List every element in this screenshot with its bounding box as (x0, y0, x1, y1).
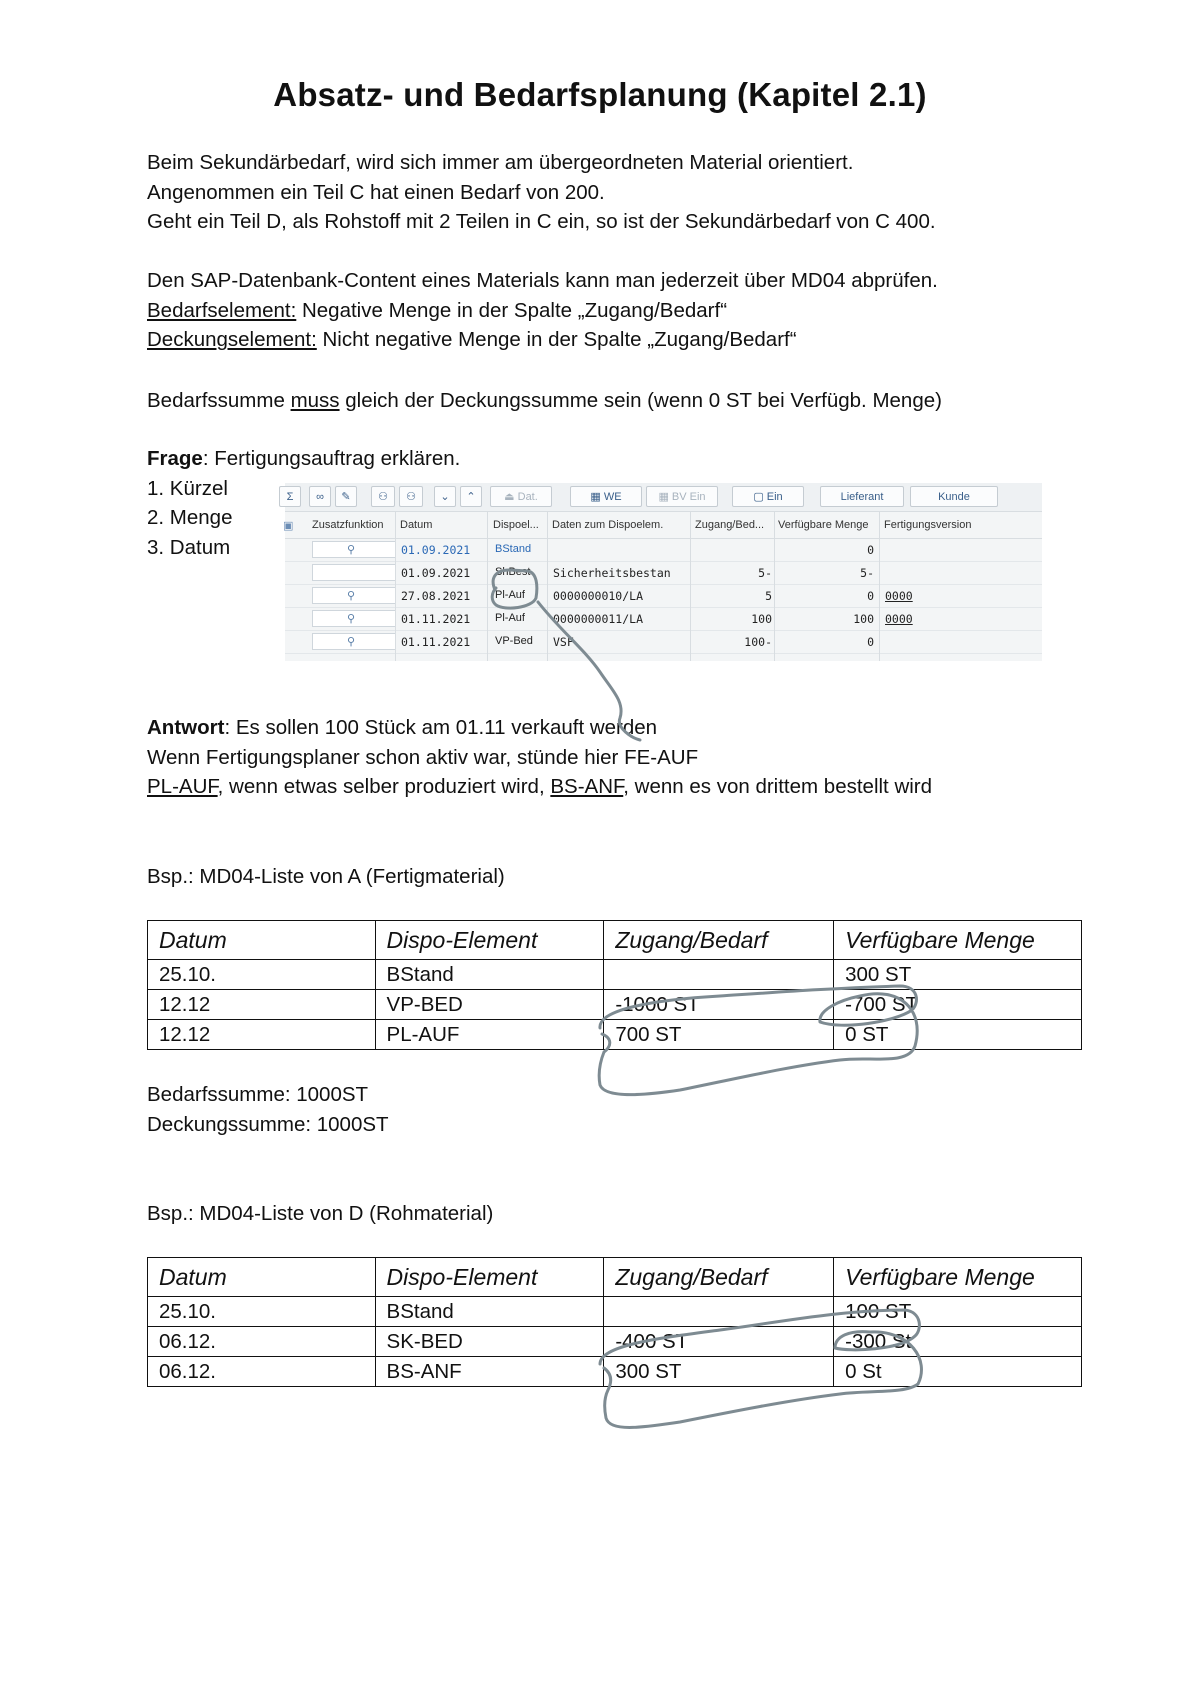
bedarfssumme: Bedarfssumme: 1000ST (147, 1083, 369, 1106)
example-a-caption (147, 862, 505, 892)
table-row (148, 960, 1082, 990)
pl-auf-term: PL-AUF (147, 775, 218, 799)
sap-zugang: 100 (751, 612, 772, 626)
sap-daten: VSF (553, 635, 574, 649)
rule-post: gleich der Deckungssumme sein (wenn 0 ST bei Verfügb. Menge) (339, 389, 942, 412)
table-header-row (148, 1258, 1082, 1297)
glasses-icon[interactable]: ∞ (309, 486, 331, 507)
cell-datum: 06.12. (148, 1327, 376, 1357)
cell-datum: 25.10. (148, 1297, 376, 1327)
rule-pre: Bedarfssumme (147, 389, 291, 412)
cell-verfuegbare-menge: 0 ST (834, 1020, 1082, 1050)
cell-zugang-bedarf: 300 ST (604, 1357, 834, 1387)
col-zugang[interactable]: Zugang/Bed... (695, 519, 765, 531)
bedarfselement-term: Bedarfselement: (147, 298, 297, 322)
sap-date: 01.11.2021 (401, 612, 471, 626)
header-zugang-bedarf: Zugang/Bedarf (604, 921, 834, 960)
sap-row[interactable] (285, 631, 1042, 654)
we-label: WE (603, 490, 622, 503)
sap-row[interactable] (285, 608, 1042, 631)
header-verfuegbare-menge: Verfügbare Menge (834, 1258, 1082, 1297)
bedarfselement-text: Negative Menge in der Spalte „Zugang/Bedarf“ (296, 298, 728, 322)
we-button[interactable] (570, 486, 642, 507)
cell-verfuegbare-menge: -300 St (834, 1327, 1082, 1357)
sap-daten: 0000000011/LA (553, 612, 644, 626)
magnifier-icon[interactable]: ⚲ (347, 636, 356, 648)
lieferant-button[interactable]: Lieferant (820, 486, 904, 507)
dat-label: Dat. (517, 490, 538, 503)
deckungselement-term: Deckungselement: (147, 328, 317, 352)
sap-md04-screenshot (285, 483, 1042, 661)
cell-datum: 06.12. (148, 1357, 376, 1387)
cell-datum: 25.10. (148, 960, 376, 990)
col-daten[interactable]: Daten zum Dispoelem. (552, 519, 664, 531)
header-zugang-bedarf: Zugang/Bedarf (604, 1258, 834, 1297)
sap-zugang: 5- (758, 566, 772, 580)
answer-label: Antwort (147, 716, 225, 739)
example-d-caption (147, 1199, 493, 1229)
intro-line: Geht ein Teil D, als Rohstoff mit 2 Teilen in C ein, so ist der Sekundärbedarf von C 400. (147, 210, 936, 234)
question-item: 1. Kürzel (147, 476, 228, 500)
cell-verfuegbare-menge: 0 St (834, 1357, 1082, 1387)
caption-text: Bsp.: MD04-Liste von D (Rohmaterial) (147, 1202, 494, 1225)
pencil-icon[interactable]: ✎ (335, 486, 357, 507)
table-row (148, 990, 1082, 1020)
ein-label: Ein (766, 490, 783, 503)
col-zusatzfunktion[interactable]: Zusatzfunktion (312, 519, 384, 531)
grid-icon: ▦ (590, 491, 604, 503)
people-icon[interactable]: ⚇ (371, 486, 395, 507)
cell-zugang-bedarf (604, 960, 834, 990)
sap-element[interactable]: Pl-Auf (495, 612, 525, 624)
bs-anf-term: BS-ANF (550, 775, 624, 799)
sap-row[interactable] (285, 539, 1042, 562)
col-dispoelement[interactable]: Dispoel... (493, 519, 539, 531)
expand-icon[interactable]: ⌄ (434, 486, 456, 507)
sap-date: 01.11.2021 (401, 635, 471, 649)
sap-zugang: 100- (744, 635, 772, 649)
col-datum[interactable]: Datum (400, 519, 433, 531)
cell-dispo-element: SK-BED (375, 1327, 604, 1357)
question-item: 2. Menge (147, 506, 233, 530)
sap-verfuegbar: 0 (867, 543, 874, 557)
magnifier-icon[interactable]: ⚲ (347, 544, 356, 556)
sap-element[interactable]: VP-Bed (495, 635, 533, 647)
sap-row[interactable] (285, 585, 1042, 608)
answer (147, 713, 932, 802)
calendar-icon: ▢ (753, 491, 767, 503)
table-header-row (148, 921, 1082, 960)
rule-line (147, 386, 942, 416)
table-row (148, 1327, 1082, 1357)
question-text: : Fertigungsauftrag erklären. (202, 447, 461, 470)
sap-fertigungsversion[interactable]: 0000 (885, 589, 913, 603)
question-label: Frage (147, 447, 203, 470)
cell-verfuegbare-menge: -700 ST (834, 990, 1082, 1020)
sap-element[interactable]: BStand (495, 543, 532, 555)
kunde-button[interactable]: Kunde (910, 486, 998, 507)
sap-column-header (285, 512, 1042, 539)
zusatzfunktion-cell[interactable] (312, 564, 396, 581)
intro-line: Beim Sekundärbedarf, wird sich immer am übergeordneten Material orientiert. (147, 151, 854, 174)
cell-datum: 12.12 (148, 990, 376, 1020)
intro-paragraph (147, 148, 936, 237)
sap-daten: 0000000010/LA (553, 589, 644, 603)
bv-ein-label: BV Ein (671, 490, 706, 503)
header-datum: Datum (148, 921, 376, 960)
deckungssumme: Deckungssumme: 1000ST (147, 1112, 389, 1136)
sap-date: 27.08.2021 (401, 589, 471, 603)
dat-button[interactable] (490, 486, 552, 507)
sap-daten: Sicherheitsbestan (553, 566, 671, 580)
deckungselement-line (147, 325, 938, 355)
table-row (148, 1297, 1082, 1327)
caption-text: Bsp.: MD04-Liste von A (Fertigmaterial) (147, 865, 505, 888)
header-datum: Datum (148, 1258, 376, 1297)
sap-date: 01.09.2021 (401, 543, 471, 557)
table-body (148, 1297, 1082, 1387)
sap-toolbar (285, 483, 1042, 512)
answer-mid: , wenn etwas selber produziert wird, (217, 775, 551, 799)
sap-fertigungsversion[interactable]: 0000 (885, 612, 913, 626)
sap-rows (285, 539, 1042, 654)
sap-verfuegbar: 5- (860, 566, 874, 580)
cell-zugang-bedarf (604, 1297, 834, 1327)
answer-text: : Es sollen 100 Stück am 01.11 verkauft werden (224, 716, 658, 739)
sap-element[interactable]: Pl-Auf (495, 589, 525, 601)
sap-verfuegbar: 100 (853, 612, 874, 626)
cell-dispo-element: BStand (375, 960, 604, 990)
col-verfuegbar[interactable]: Verfügbare Menge (778, 519, 869, 531)
cell-verfuegbare-menge: 100 ST (834, 1297, 1082, 1327)
cell-datum: 12.12 (148, 1020, 376, 1050)
sap-date: 01.09.2021 (401, 566, 471, 580)
intro-line: Angenommen ein Teil C hat einen Bedarf von 200. (147, 180, 605, 204)
cell-dispo-element: BS-ANF (375, 1357, 604, 1387)
sap-row[interactable] (285, 562, 1042, 585)
answer-line2: Wenn Fertigungsplaner schon aktiv war, stünde hier FE-AUF (147, 745, 699, 769)
header-verfuegbare-menge: Verfügbare Menge (834, 921, 1082, 960)
col-fertigungsversion[interactable]: Fertigungsversion (884, 519, 972, 531)
header-dispo-element: Dispo-Element (375, 921, 604, 960)
table-body (148, 960, 1082, 1050)
people-alt-icon[interactable]: ⚇ (399, 486, 423, 507)
sap-element[interactable]: ShBest (495, 566, 531, 578)
page-title: Absatz- und Bedarfsplanung (Kapitel 2.1) (273, 76, 927, 113)
md04-line: Den SAP-Datenbank-Content eines Materials kann man jederzeit über MD04 abprüfen. (147, 269, 938, 292)
md04-table-a (147, 920, 1082, 1050)
grid-icon: ▦ (658, 491, 672, 503)
ein-button[interactable] (732, 486, 804, 507)
cell-zugang-bedarf: -1000 ST (604, 990, 834, 1020)
cell-dispo-element: PL-AUF (375, 1020, 604, 1050)
md04-table-d (147, 1257, 1082, 1387)
bv-ein-button[interactable] (646, 486, 718, 507)
answer-end: , wenn es von drittem bestellt wird (623, 775, 933, 799)
sum-icon[interactable]: Σ (279, 486, 301, 507)
cell-zugang-bedarf: -400 ST (604, 1327, 834, 1357)
cell-verfuegbare-menge: 300 ST (834, 960, 1082, 990)
deckungselement-text: Nicht negative Menge in der Spalte „Zugang/Bedarf“ (316, 328, 797, 352)
question-item: 3. Datum (147, 536, 231, 560)
upload-icon: ⏏ (504, 491, 518, 503)
settings-icon[interactable]: ▣ (283, 520, 294, 532)
sums (147, 1080, 389, 1139)
magnifier-icon[interactable]: ⚲ (347, 613, 356, 625)
header-dispo-element: Dispo-Element (375, 1258, 604, 1297)
cell-dispo-element: VP-BED (375, 990, 604, 1020)
bedarfselement-line (147, 296, 938, 326)
cell-dispo-element: BStand (375, 1297, 604, 1327)
sap-note (147, 266, 938, 355)
table-row (148, 1357, 1082, 1387)
collapse-icon[interactable]: ⌃ (460, 486, 482, 507)
cell-zugang-bedarf: 700 ST (604, 1020, 834, 1050)
table-row (148, 1020, 1082, 1050)
sap-verfuegbar: 0 (867, 635, 874, 649)
magnifier-icon[interactable]: ⚲ (347, 590, 356, 602)
sap-zugang: 5 (765, 589, 772, 603)
rule-emphasis: muss (290, 389, 340, 412)
sap-verfuegbar: 0 (867, 589, 874, 603)
